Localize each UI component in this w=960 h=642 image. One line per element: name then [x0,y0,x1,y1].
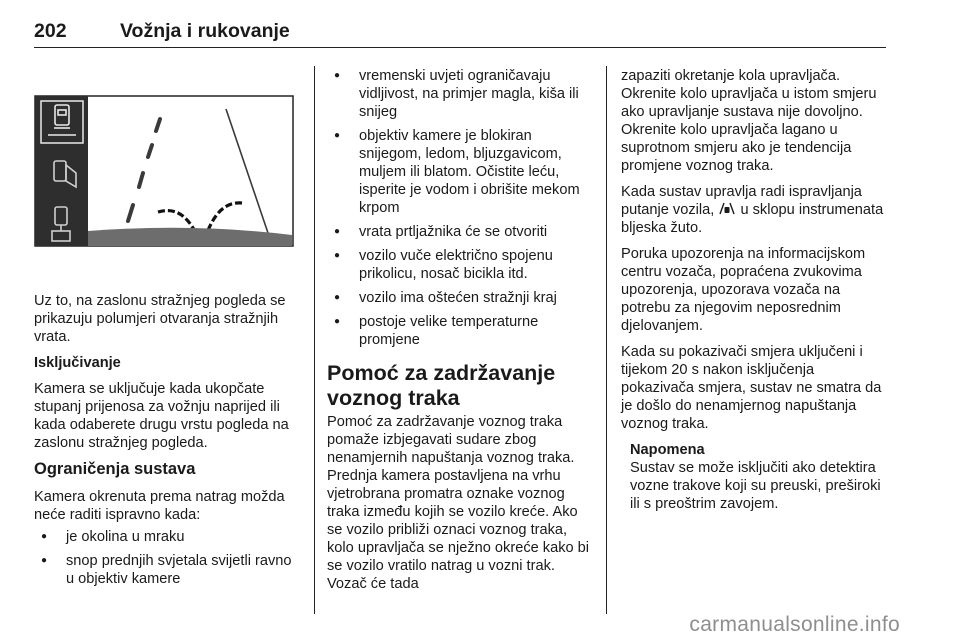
note-box [621,441,887,513]
warning-message-paragraph: Poruka upozorenja na informacijskom centru vozača, popraćena zvukovima upozorenja, upozorava vozača na potrebu za njegovim neposrednim djelovanjem. [621,246,866,334]
list-item: ● vozilo ima oštećen stražnji kraj [327,289,593,307]
indicator-text-before: Kada sustav upravlja radi ispravljanja putanje vozila, [621,184,862,218]
limits-list-part-2 [327,67,593,349]
steering-paragraph: zapaziti okretanje kola upravljača. Okrenite kolo upravljača u istom smjeru ako upravljanje sustava nije dovoljno. Okrenite kolo upravljača lagano u suprotnom smjeru ako je tendencija promjene voznog traka. [621,68,877,174]
column-1 [34,292,296,594]
system-limits-intro: Kamera okrenuta prema natrag možda neće raditi ispravno kada: [34,489,285,523]
page-number: 202 [34,20,67,42]
turn-signal-paragraph: Kada su pokazivači smjera uključeni i tijekom 20 s nakon isključenja pokazivača smjera, sustav ne smatra da je došlo do nenamjernog napuštanja voznog traka. [621,344,882,432]
indicator-paragraph [621,183,887,237]
column-divider-1 [314,66,315,614]
list-item: ● je okolina u mraku [34,528,296,546]
note-title: Napomena [630,442,705,458]
list-item: ● vrata prtljažnika će se otvoriti [327,223,593,241]
column-divider-2 [606,66,607,614]
header-divider [34,47,886,48]
system-limits-heading: Ograničenja sustava [34,460,196,478]
switch-off-subheading: Isključivanje [34,355,121,371]
list-item: ● vremenski uvjeti ograničavaju vidljivost, na primjer magla, kiša ili snijeg [327,67,593,121]
column-3 [621,67,887,513]
list-item: ● postoje velike temperaturne promjene [327,313,593,349]
rear-camera-display-figure [34,95,294,247]
lane-keep-assist-icon [718,202,736,215]
list-item: ● vozilo vuče električno spojenu prikolicu, nosač bicikla itd. [327,247,593,283]
chapter-title: Vožnja i rukovanje [120,20,290,42]
indicator-text-after: u sklopu instrumenata bljeska žuto. [621,202,884,236]
watermark: carmanualsonline.info [689,613,900,636]
list-item: ● objektiv kamere je blokiran snijegom, ledom, bljuzgavicom, muljem ili blatom. Očistite leću, isperite je vodom i obrišite mekom krpom [327,127,593,217]
rear-door-radius-paragraph: Uz to, na zaslonu stražnjeg pogleda se prikazuju polumjeri otvaranja stražnjih vrata. [34,293,286,345]
list-item: ● snop prednjih svjetala svijetli ravno u objektiv kamere [34,552,296,588]
switch-off-paragraph: Kamera se uključuje kada ukopčate stupanj prijenosa za vožnju naprijed ili kada odaberete drugu vrstu pogleda na zaslonu stražnjeg pogleda. [34,381,289,451]
lane-keep-assist-heading: Pomoć za zadržavanje voznog traka [327,361,556,410]
column-2 [327,67,593,601]
lane-keep-assist-paragraph: Pomoć za zadržavanje voznog traka pomaže izbjegavati sudare zbog nenamjernih napuštanja voznog traka. Prednja kamera postavljena na vrhu vjetrobrana promatra oznake voznog traka između kojih se vozilo kreće. Ako se vozilo približi oznaci voznog traka, kolo upravljača se nježno okreće kako bi se vozilo vratilo natrag u vozni trak. Vozač će tada [327,414,590,592]
limits-list-part-1 [34,528,296,588]
note-text: Sustav se može isključiti ako detektira vozne trakove koji su preuski, preširoki ili s preoštrim zavojem. [630,460,881,512]
